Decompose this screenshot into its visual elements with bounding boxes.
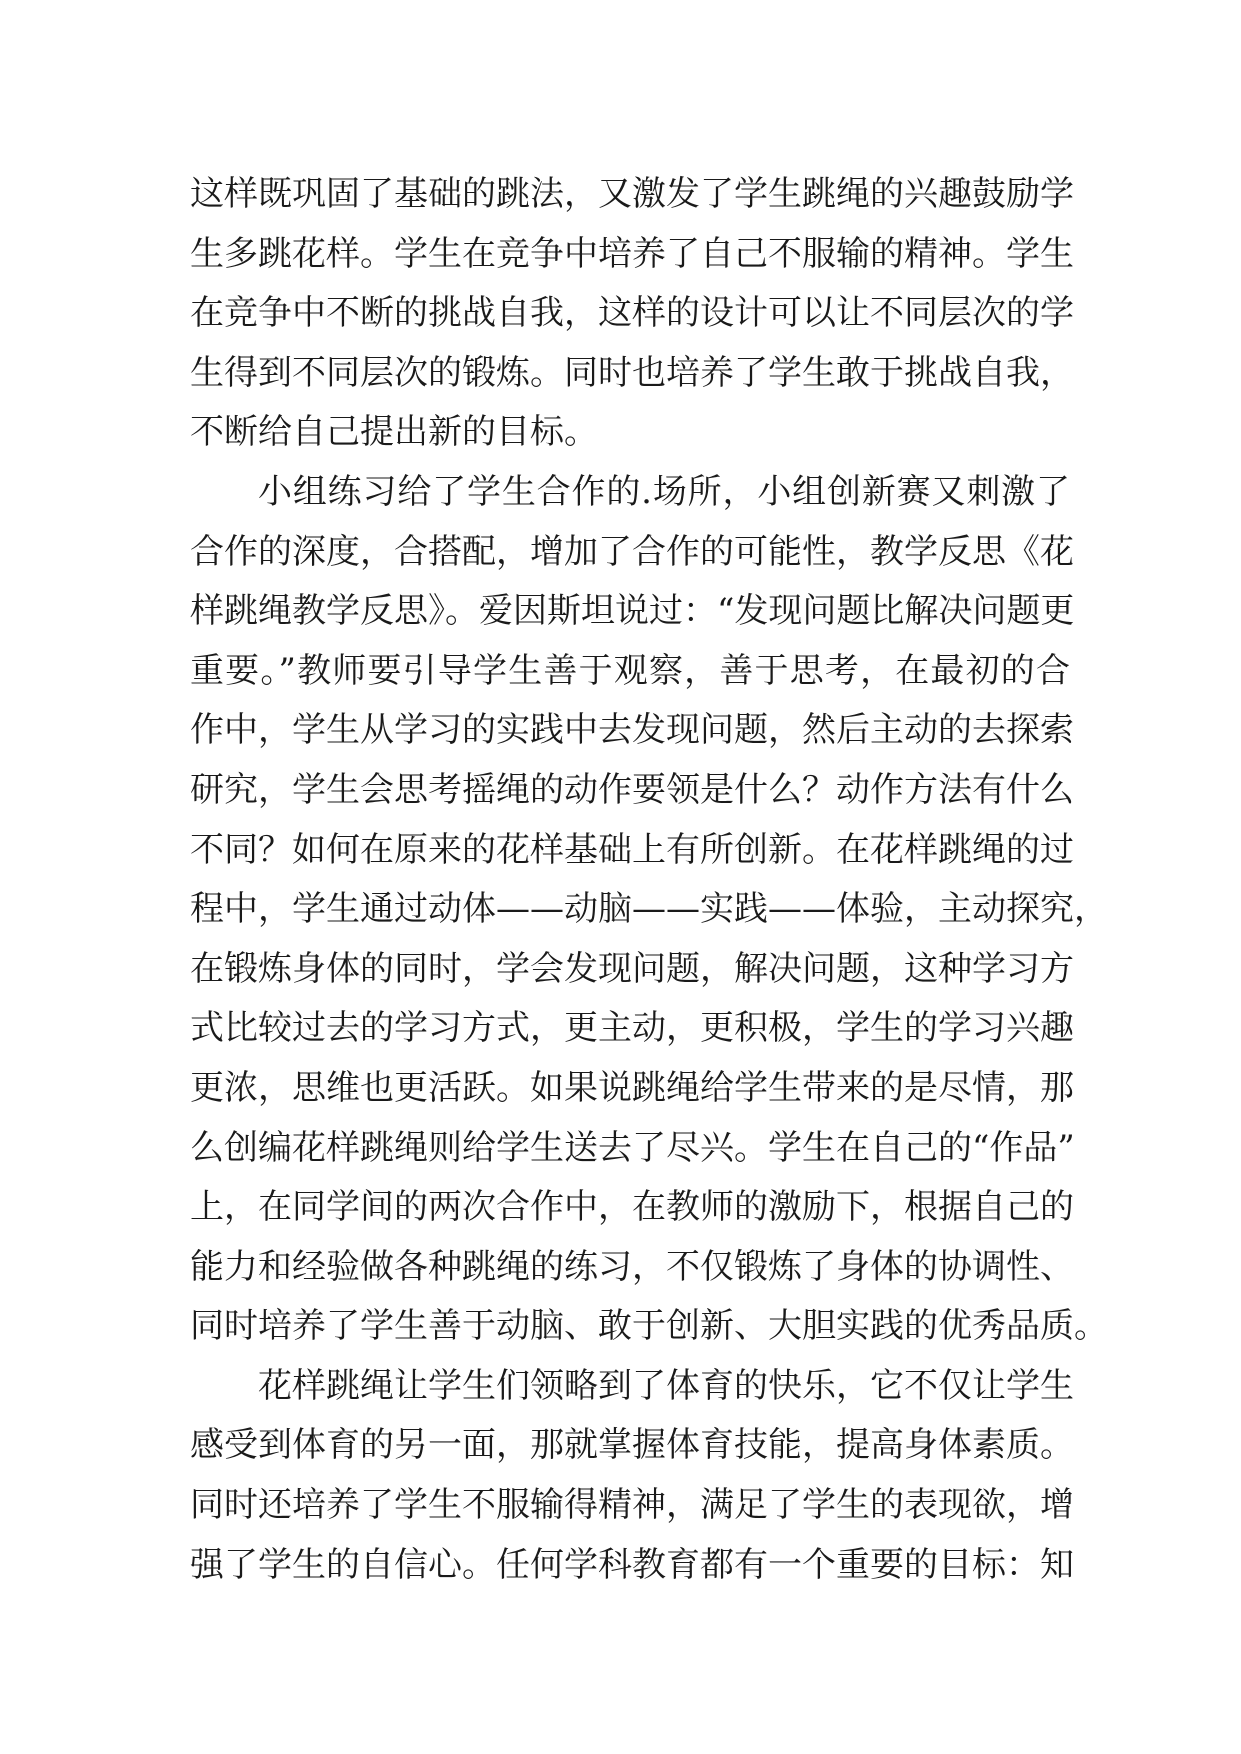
text-line: 强了学生的自信心。任何学科教育都有一个重要的目标：知 xyxy=(190,1544,1074,1585)
text-line: 花样跳绳让学生们领略到了体育的快乐，它不仅让学生 xyxy=(258,1365,1074,1406)
text-line: 同时培养了学生善于动脑、敢于创新、大胆实践的优秀品质。 xyxy=(190,1306,1108,1347)
text-line: 不断给自己提出新的目标。 xyxy=(190,412,598,453)
text-line: 不同？如何在原来的花样基础上有所创新。在花样跳绳的过 xyxy=(190,829,1074,870)
text-line: 式比较过去的学习方式，更主动，更积极，学生的学习兴趣 xyxy=(190,1008,1074,1049)
text-line: 样跳绳教学反思》。爱因斯坦说过：“发现问题比解决问题更 xyxy=(190,591,1075,632)
text-line: 能力和经验做各种跳绳的练习，不仅锻炼了身体的协调性、 xyxy=(190,1246,1074,1287)
paragraph xyxy=(190,463,1108,1357)
paragraph xyxy=(190,1357,1074,1595)
text-line: 生得到不同层次的锻炼。同时也培养了学生敢于挑战自我， xyxy=(190,352,1074,393)
text-line: 合作的深度，合搭配，增加了合作的可能性，教学反思《花 xyxy=(190,531,1074,572)
text-line: 在竞争中不断的挑战自我，这样的设计可以让不同层次的学 xyxy=(190,293,1074,334)
text-line: 同时还培养了学生不服输得精神，满足了学生的表现欲，增 xyxy=(190,1485,1074,1526)
text-line: 重要。”教师要引导学生善于观察，善于思考，在最初的合 xyxy=(190,650,1070,691)
paragraph xyxy=(190,165,1074,463)
text-line: 程中，学生通过动体——动脑——实践——体验，主动探究， xyxy=(190,889,1108,930)
text-line: 上，在同学间的两次合作中，在教师的激励下，根据自己的 xyxy=(190,1187,1074,1228)
text-line: 更浓，思维也更活跃。如果说跳绳给学生带来的是尽情，那 xyxy=(190,1067,1074,1108)
text-line: 在锻炼身体的同时，学会发现问题，解决问题，这种学习方 xyxy=(190,948,1074,989)
text-line: 这样既巩固了基础的跳法，又激发了学生跳绳的兴趣鼓励学 xyxy=(190,174,1074,214)
text-line: 么创编花样跳绳则给学生送去了尽兴。学生在自己的“作品” xyxy=(190,1127,1075,1168)
text-line: 作中，学生从学习的实践中去发现问题，然后主动的去探索 xyxy=(190,710,1074,751)
text-line: 小组练习给了学生合作的.场所，小组创新赛又刺激了 xyxy=(258,471,1070,512)
text-line: 研究，学生会思考摇绳的动作要领是什么？动作方法有什么 xyxy=(190,769,1074,810)
body-text xyxy=(190,165,1108,1595)
text-line: 生多跳花样。学生在竞争中培养了自己不服输的精神。学生 xyxy=(190,233,1074,274)
text-line: 感受到体育的另一面，那就掌握体育技能，提高身体素质。 xyxy=(190,1425,1074,1466)
